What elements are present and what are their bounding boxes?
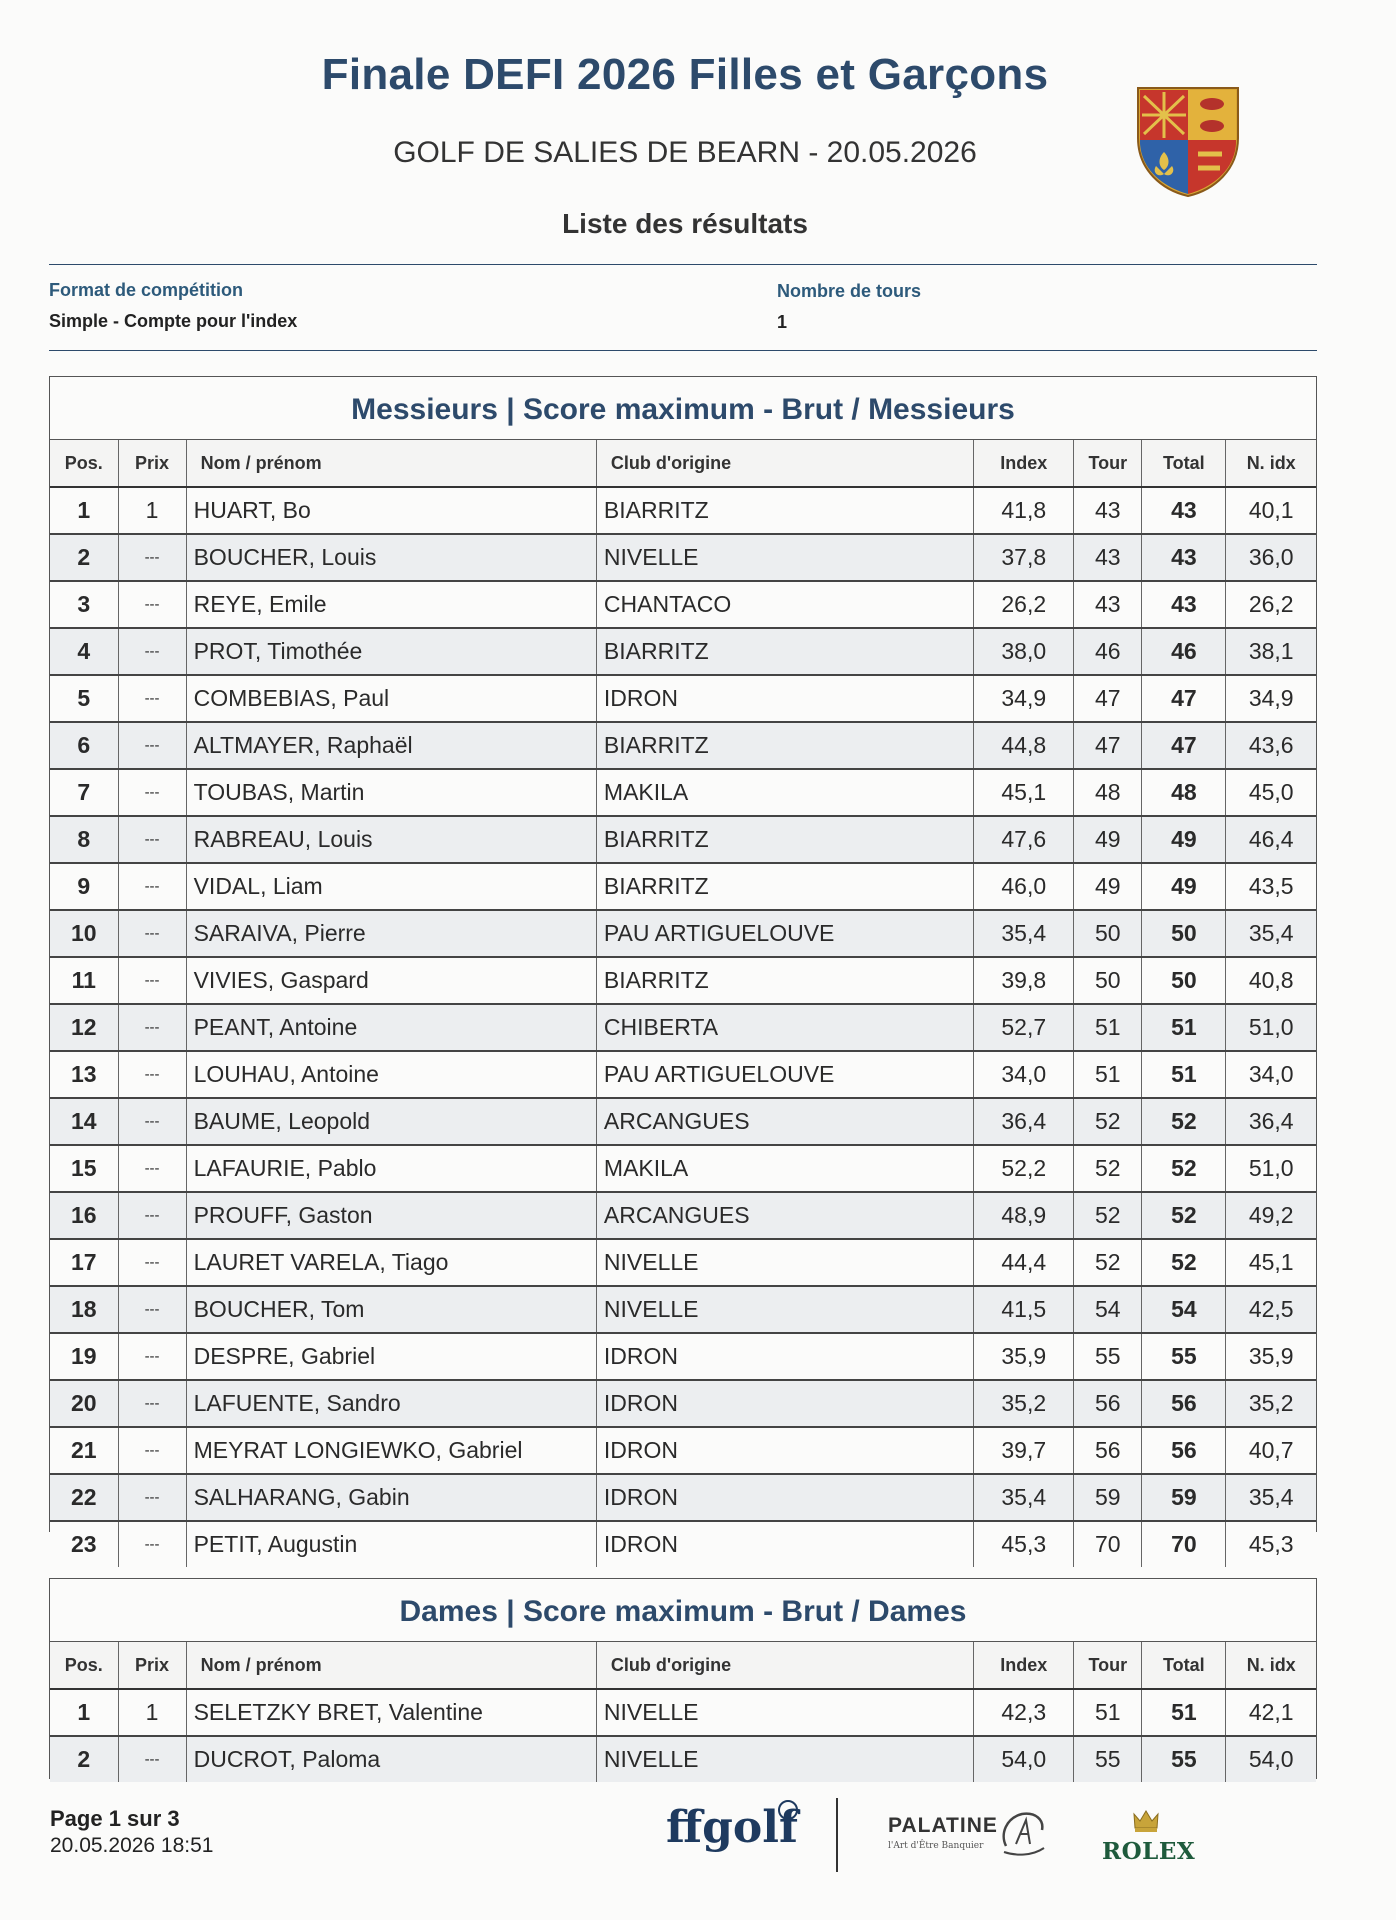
col-club: Club d'origine [596,1642,973,1689]
cell-club: IDRON [596,1474,973,1521]
cell-prix: --- [118,722,186,769]
cell-club: PAU ARTIGUELOUVE [596,1051,973,1098]
table-row [50,863,1316,910]
cell-index: 54,0 [974,1736,1074,1782]
cell-total: 43 [1142,487,1226,534]
col-club: Club d'origine [596,440,973,487]
cell-club: NIVELLE [596,1239,973,1286]
table-row [50,1239,1316,1286]
cell-prix: --- [118,581,186,628]
cell-pos: 21 [50,1427,118,1474]
cell-nidx: 45,3 [1226,1521,1316,1567]
cell-nidx: 38,1 [1226,628,1316,675]
cell-tour: 52 [1074,1098,1142,1145]
cell-total: 52 [1142,1192,1226,1239]
format-label: Format de compétition [49,280,244,300]
cell-nidx: 35,4 [1226,1474,1316,1521]
cell-total: 49 [1142,863,1226,910]
cell-prix: --- [118,1145,186,1192]
table-body-dames [50,1689,1316,1782]
cell-nidx: 35,2 [1226,1380,1316,1427]
cell-index: 41,8 [974,487,1074,534]
cell-tour: 51 [1074,1004,1142,1051]
cell-index: 41,5 [974,1286,1074,1333]
col-index: Index [974,440,1074,487]
cell-prix: --- [118,957,186,1004]
cell-tour: 54 [1074,1286,1142,1333]
cell-prix: --- [118,1051,186,1098]
table-row [50,534,1316,581]
col-tour: Tour [1074,440,1142,487]
cell-index: 35,4 [974,1474,1074,1521]
cell-nidx: 36,4 [1226,1098,1316,1145]
col-nom: Nom / prénom [186,1642,596,1689]
results-table-messieurs [50,440,1316,1567]
results-table-dames [50,1642,1316,1782]
cell-index: 34,9 [974,675,1074,722]
col-prix: Prix [118,440,186,487]
cell-tour: 50 [1074,957,1142,1004]
cell-total: 54 [1142,1286,1226,1333]
cell-nom: LOUHAU, Antoine [186,1051,596,1098]
cell-club: NIVELLE [596,534,973,581]
col-nom: Nom / prénom [186,440,596,487]
table-body-messieurs [50,487,1316,1567]
cell-pos: 11 [50,957,118,1004]
table-row [50,1051,1316,1098]
cell-prix: --- [118,863,186,910]
cell-nidx: 54,0 [1226,1736,1316,1782]
cell-nidx: 35,4 [1226,910,1316,957]
cell-total: 47 [1142,722,1226,769]
cell-tour: 56 [1074,1380,1142,1427]
cell-prix: --- [118,1192,186,1239]
cell-prix: --- [118,769,186,816]
cell-club: BIARRITZ [596,487,973,534]
cell-club: NIVELLE [596,1689,973,1736]
cell-club: IDRON [596,1427,973,1474]
cell-pos: 16 [50,1192,118,1239]
cell-total: 51 [1142,1004,1226,1051]
cell-total: 49 [1142,816,1226,863]
cell-total: 52 [1142,1098,1226,1145]
cell-nidx: 46,4 [1226,816,1316,863]
cell-nom: MEYRAT LONGIEWKO, Gabriel [186,1427,596,1474]
cell-nom: RABREAU, Louis [186,816,596,863]
cell-club: IDRON [596,1521,973,1567]
cell-prix: 1 [118,487,186,534]
section-dames [49,1578,1317,1779]
cell-prix: --- [118,1474,186,1521]
cell-club: MAKILA [596,769,973,816]
page-number: Page 1 sur 3 [50,1806,180,1831]
cell-pos: 8 [50,816,118,863]
cell-tour: 50 [1074,910,1142,957]
cell-nom: SELETZKY BRET, Valentine [186,1689,596,1736]
cell-index: 46,0 [974,863,1074,910]
rolex-crown-icon [1132,1806,1160,1834]
cell-nidx: 40,1 [1226,487,1316,534]
cell-index: 45,3 [974,1521,1074,1567]
cell-tour: 43 [1074,581,1142,628]
cell-pos: 18 [50,1286,118,1333]
table-row [50,1286,1316,1333]
cell-pos: 10 [50,910,118,957]
cell-nidx: 51,0 [1226,1145,1316,1192]
palatine-tagline: l'Art d'Être Banquier [888,1841,984,1851]
cell-tour: 59 [1074,1474,1142,1521]
cell-index: 38,0 [974,628,1074,675]
table-row [50,1333,1316,1380]
cell-nom: PEANT, Antoine [186,1004,596,1051]
col-total: Total [1142,440,1226,487]
col-pos: Pos. [50,1642,118,1689]
cell-total: 52 [1142,1239,1226,1286]
rolex-logo: ROLEX [1102,1838,1196,1865]
cell-nom: COMBEBIAS, Paul [186,675,596,722]
cell-prix: --- [118,1239,186,1286]
print-datetime: 20.05.2026 18:51 [50,1834,214,1857]
cell-club: NIVELLE [596,1736,973,1782]
footer-separator [836,1798,838,1872]
table-row [50,1427,1316,1474]
cell-club: ARCANGUES [596,1192,973,1239]
table-row [50,487,1316,534]
cell-nom: ALTMAYER, Raphaël [186,722,596,769]
cell-tour: 52 [1074,1192,1142,1239]
cell-prix: --- [118,1521,186,1567]
cell-index: 52,7 [974,1004,1074,1051]
table-row [50,1145,1316,1192]
cell-total: 43 [1142,581,1226,628]
cell-nom: PETIT, Augustin [186,1521,596,1567]
cell-club: IDRON [596,1333,973,1380]
cell-total: 51 [1142,1689,1226,1736]
cell-nom: BOUCHER, Tom [186,1286,596,1333]
cell-tour: 52 [1074,1239,1142,1286]
cell-pos: 2 [50,1736,118,1782]
table-row [50,1380,1316,1427]
cell-total: 59 [1142,1474,1226,1521]
table-row [50,581,1316,628]
cell-prix: --- [118,628,186,675]
cell-nom: BAUME, Leopold [186,1098,596,1145]
cell-nom: PROT, Timothée [186,628,596,675]
cell-total: 52 [1142,1145,1226,1192]
cell-club: BIARRITZ [596,863,973,910]
cell-pos: 4 [50,628,118,675]
table-row [50,816,1316,863]
cell-club: BIARRITZ [596,957,973,1004]
cell-pos: 20 [50,1380,118,1427]
cell-tour: 47 [1074,675,1142,722]
palatine-logo-icon [996,1806,1050,1858]
cell-tour: 49 [1074,863,1142,910]
cell-index: 47,6 [974,816,1074,863]
cell-club: CHIBERTA [596,1004,973,1051]
cell-tour: 55 [1074,1333,1142,1380]
cell-nidx: 35,9 [1226,1333,1316,1380]
cell-nidx: 26,2 [1226,581,1316,628]
cell-total: 43 [1142,534,1226,581]
section-messieurs [49,376,1317,1557]
cell-prix: --- [118,1427,186,1474]
cell-pos: 15 [50,1145,118,1192]
cell-club: PAU ARTIGUELOUVE [596,910,973,957]
section-title: Messieurs | Score maximum - Brut / Messieurs [50,377,1316,440]
cell-index: 45,1 [974,769,1074,816]
cell-nidx: 34,0 [1226,1051,1316,1098]
cell-index: 44,4 [974,1239,1074,1286]
cell-prix: --- [118,1098,186,1145]
cell-club: ARCANGUES [596,1098,973,1145]
col-nidx: N. idx [1226,1642,1316,1689]
cell-tour: 56 [1074,1427,1142,1474]
cell-pos: 7 [50,769,118,816]
cell-nidx: 42,5 [1226,1286,1316,1333]
cell-pos: 5 [50,675,118,722]
cell-tour: 47 [1074,722,1142,769]
cell-pos: 1 [50,487,118,534]
cell-total: 50 [1142,957,1226,1004]
page-title: Finale DEFI 2026 Filles et Garçons [321,50,1049,99]
cell-total: 56 [1142,1427,1226,1474]
cell-nom: LAURET VARELA, Tiago [186,1239,596,1286]
col-prix: Prix [118,1642,186,1689]
tours-value: 1 [777,312,788,332]
cell-total: 48 [1142,769,1226,816]
cell-pos: 3 [50,581,118,628]
cell-pos: 1 [50,1689,118,1736]
cell-index: 35,9 [974,1333,1074,1380]
cell-total: 55 [1142,1736,1226,1782]
cell-tour: 49 [1074,816,1142,863]
cell-nidx: 36,0 [1226,534,1316,581]
crest-icon [1136,86,1240,198]
cell-prix: 1 [118,1689,186,1736]
cell-total: 46 [1142,628,1226,675]
cell-club: IDRON [596,675,973,722]
cell-nom: VIVIES, Gaspard [186,957,596,1004]
col-total: Total [1142,1642,1226,1689]
cell-pos: 9 [50,863,118,910]
cell-nidx: 45,0 [1226,769,1316,816]
table-row [50,1474,1316,1521]
cell-nidx: 42,1 [1226,1689,1316,1736]
cell-nom: LAFAURIE, Pablo [186,1145,596,1192]
page-subtitle: GOLF DE SALIES DE BEARN - 20.05.2026 [393,136,977,169]
table-row [50,1004,1316,1051]
cell-club: MAKILA [596,1145,973,1192]
cell-nom: HUART, Bo [186,487,596,534]
cell-index: 26,2 [974,581,1074,628]
table-row [50,910,1316,957]
tours-label: Nombre de tours [777,281,922,301]
cell-club: IDRON [596,1380,973,1427]
cell-nidx: 49,2 [1226,1192,1316,1239]
cell-index: 37,8 [974,534,1074,581]
cell-index: 44,8 [974,722,1074,769]
cell-nom: VIDAL, Liam [186,863,596,910]
cell-total: 55 [1142,1333,1226,1380]
cell-index: 39,8 [974,957,1074,1004]
header-divider [49,264,1317,265]
table-row [50,1736,1316,1782]
table-row [50,1192,1316,1239]
info-divider [49,350,1317,351]
cell-pos: 12 [50,1004,118,1051]
cell-tour: 51 [1074,1051,1142,1098]
cell-index: 35,2 [974,1380,1074,1427]
col-pos: Pos. [50,440,118,487]
col-nidx: N. idx [1226,440,1316,487]
cell-tour: 46 [1074,628,1142,675]
cell-nom: TOUBAS, Martin [186,769,596,816]
cell-nom: SARAIVA, Pierre [186,910,596,957]
cell-prix: --- [118,1380,186,1427]
cell-prix: --- [118,675,186,722]
table-row [50,769,1316,816]
cell-nom: DUCROT, Paloma [186,1736,596,1782]
cell-tour: 55 [1074,1736,1142,1782]
cell-total: 47 [1142,675,1226,722]
cell-nom: REYE, Emile [186,581,596,628]
cell-prix: --- [118,816,186,863]
cell-nom: DESPRE, Gabriel [186,1333,596,1380]
cell-index: 36,4 [974,1098,1074,1145]
cell-tour: 70 [1074,1521,1142,1567]
cell-tour: 52 [1074,1145,1142,1192]
cell-club: BIARRITZ [596,816,973,863]
cell-nidx: 43,6 [1226,722,1316,769]
cell-index: 42,3 [974,1689,1074,1736]
cell-tour: 43 [1074,487,1142,534]
cell-total: 70 [1142,1521,1226,1567]
cell-index: 48,9 [974,1192,1074,1239]
table-row [50,675,1316,722]
cell-pos: 13 [50,1051,118,1098]
table-row [50,722,1316,769]
cell-club: BIARRITZ [596,722,973,769]
ffgolf-logo: ffgolf [666,1802,798,1853]
cell-nidx: 40,8 [1226,957,1316,1004]
cell-nom: BOUCHER, Louis [186,534,596,581]
cell-index: 35,4 [974,910,1074,957]
cell-pos: 22 [50,1474,118,1521]
table-row [50,628,1316,675]
section-title: Dames | Score maximum - Brut / Dames [50,1579,1316,1642]
cell-club: NIVELLE [596,1286,973,1333]
cell-index: 39,7 [974,1427,1074,1474]
cell-pos: 6 [50,722,118,769]
table-row [50,1689,1316,1736]
format-value: Simple - Compte pour l'index [49,311,298,331]
ffgolf-registered-icon [778,1800,798,1820]
cell-prix: --- [118,1736,186,1782]
cell-nidx: 43,5 [1226,863,1316,910]
cell-tour: 48 [1074,769,1142,816]
col-tour: Tour [1074,1642,1142,1689]
cell-prix: --- [118,910,186,957]
table-row [50,1521,1316,1567]
table-row [50,1098,1316,1145]
table-header-row [50,1642,1316,1689]
cell-nidx: 45,1 [1226,1239,1316,1286]
cell-nom: PROUFF, Gaston [186,1192,596,1239]
cell-total: 50 [1142,910,1226,957]
cell-tour: 43 [1074,534,1142,581]
cell-total: 51 [1142,1051,1226,1098]
cell-pos: 14 [50,1098,118,1145]
cell-total: 56 [1142,1380,1226,1427]
cell-pos: 2 [50,534,118,581]
cell-nom: SALHARANG, Gabin [186,1474,596,1521]
cell-nidx: 34,9 [1226,675,1316,722]
cell-prix: --- [118,1286,186,1333]
table-row [50,957,1316,1004]
cell-index: 34,0 [974,1051,1074,1098]
cell-index: 52,2 [974,1145,1074,1192]
col-index: Index [974,1642,1074,1689]
cell-prix: --- [118,534,186,581]
table-header-row [50,440,1316,487]
cell-tour: 51 [1074,1689,1142,1736]
palatine-logo-text: PALATINE [888,1814,998,1837]
cell-prix: --- [118,1333,186,1380]
cell-pos: 23 [50,1521,118,1567]
cell-nidx: 51,0 [1226,1004,1316,1051]
cell-pos: 17 [50,1239,118,1286]
cell-nidx: 40,7 [1226,1427,1316,1474]
cell-nom: LAFUENTE, Sandro [186,1380,596,1427]
cell-pos: 19 [50,1333,118,1380]
cell-club: CHANTACO [596,581,973,628]
cell-club: BIARRITZ [596,628,973,675]
cell-prix: --- [118,1004,186,1051]
list-title: Liste des résultats [562,208,808,239]
